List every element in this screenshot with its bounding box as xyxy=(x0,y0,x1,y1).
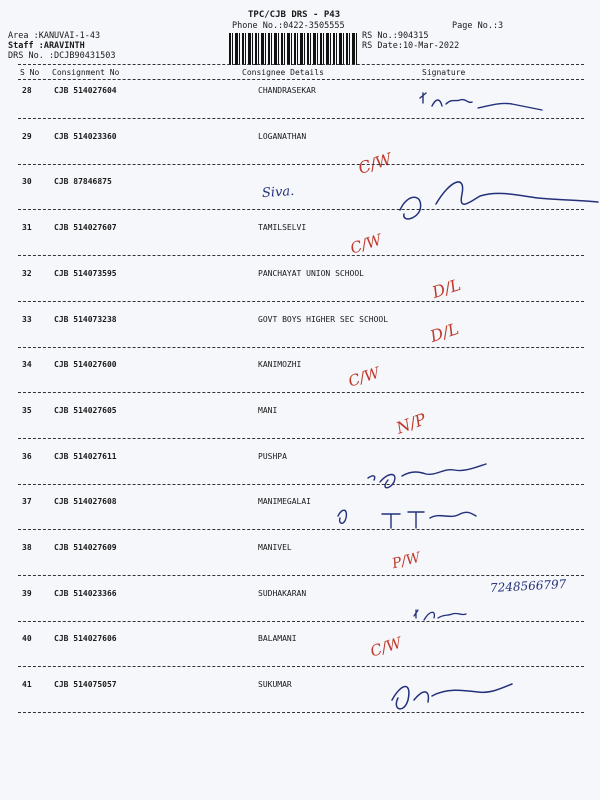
handwritten-note: P/W xyxy=(390,549,423,573)
consignment-number: CJB 514027609 xyxy=(54,543,117,552)
serial-number: 39 xyxy=(22,588,32,598)
col-consignee: Consignee Details xyxy=(242,68,324,77)
consignment-number: CJB 514027600 xyxy=(54,360,117,370)
phone-number: Phone No.:0422-3505555 xyxy=(232,21,345,31)
consignee-name: MANIMEGALAI xyxy=(258,497,311,507)
page-number: Page No.:3 xyxy=(452,21,504,31)
handwritten-note: D/L xyxy=(429,274,464,302)
signature-scribble-30 xyxy=(400,182,598,219)
handwritten-note: D/L xyxy=(427,318,462,346)
consignment-number: CJB 87846875 xyxy=(54,177,112,187)
consignee-name: PUSHPA xyxy=(258,451,287,461)
signature-scribble-28 xyxy=(420,93,542,110)
serial-number: 34 xyxy=(22,360,32,370)
consignment-number: CJB 514073595 xyxy=(54,268,117,278)
consignee-name: LOGANATHAN xyxy=(258,131,307,141)
rs-date: RS Date:10-Mar-2022 xyxy=(362,41,460,51)
handwritten-note: 7248566797 xyxy=(489,576,567,595)
drs-number: DRS No. :DCJB90431503 xyxy=(8,51,116,61)
serial-number: 41 xyxy=(22,680,32,690)
serial-number: 32 xyxy=(22,268,32,278)
consignment-number: CJB 514027605 xyxy=(54,405,117,415)
rs-number: RS No.:904315 xyxy=(362,31,429,41)
handwritten-note: C/W xyxy=(368,633,404,661)
handwritten-note: N/P xyxy=(393,409,429,438)
consignment-number: CJB 514027606 xyxy=(54,634,117,644)
signature-scribble-37 xyxy=(338,510,476,528)
col-consignment: Consignment No xyxy=(52,68,120,77)
consignee-name: SUKUMAR xyxy=(258,680,292,690)
consignee-name: TAMILSELVI xyxy=(258,223,307,233)
col-signature: Signature xyxy=(422,68,466,77)
signature-scribble-39 xyxy=(414,610,466,620)
signature-scribble-41 xyxy=(392,684,512,709)
handwritten-note: Siva. xyxy=(261,184,295,202)
consignment-number: CJB 514027611 xyxy=(54,451,117,461)
consignee-name: KANIMOZHI xyxy=(258,360,302,370)
serial-number: 30 xyxy=(22,177,32,187)
col-sno: S No xyxy=(20,68,40,77)
serial-number: 40 xyxy=(22,634,32,644)
serial-number: 29 xyxy=(22,131,32,141)
handwritten-note: C/W xyxy=(348,230,384,258)
consignment-number: CJB 514027608 xyxy=(54,497,117,507)
serial-number: 37 xyxy=(22,497,32,507)
handwritten-note: C/W xyxy=(355,148,395,178)
consignment-number: CJB 514027604 xyxy=(54,86,117,95)
signature-scribble-36 xyxy=(368,464,486,488)
consignee-name: GOVT BOYS HIGHER SEC SCHOOL xyxy=(258,314,389,324)
serial-number: 36 xyxy=(22,451,32,461)
staff-label: Staff :ARAVINTH xyxy=(8,41,85,51)
area-label: Area :KANUVAI-1-43 xyxy=(8,31,101,41)
consignee-name: CHANDRASEKAR xyxy=(258,86,316,95)
consignee-name: MANIVEL xyxy=(258,543,292,552)
consignee-name: BALAMANI xyxy=(258,634,297,644)
serial-number: 31 xyxy=(22,223,32,233)
serial-number: 33 xyxy=(22,314,32,324)
consignment-number: CJB 514023360 xyxy=(54,131,117,141)
drs-title: TPC/CJB DRS - P43 xyxy=(248,10,341,20)
serial-number: 28 xyxy=(22,86,32,95)
consignment-number: CJB 514027607 xyxy=(54,223,117,233)
consignment-number: CJB 514073238 xyxy=(54,314,117,324)
consignee-name: SUDHAKARAN xyxy=(258,588,307,598)
consignee-name: MANI xyxy=(258,405,278,415)
serial-number: 35 xyxy=(22,405,32,415)
consignment-number: CJB 514023366 xyxy=(54,588,117,598)
serial-number: 38 xyxy=(22,543,32,552)
consignee-name: PANCHAYAT UNION SCHOOL xyxy=(258,268,364,278)
handwritten-note: C/W xyxy=(346,363,382,391)
consignment-number: CJB 514075057 xyxy=(54,680,117,690)
